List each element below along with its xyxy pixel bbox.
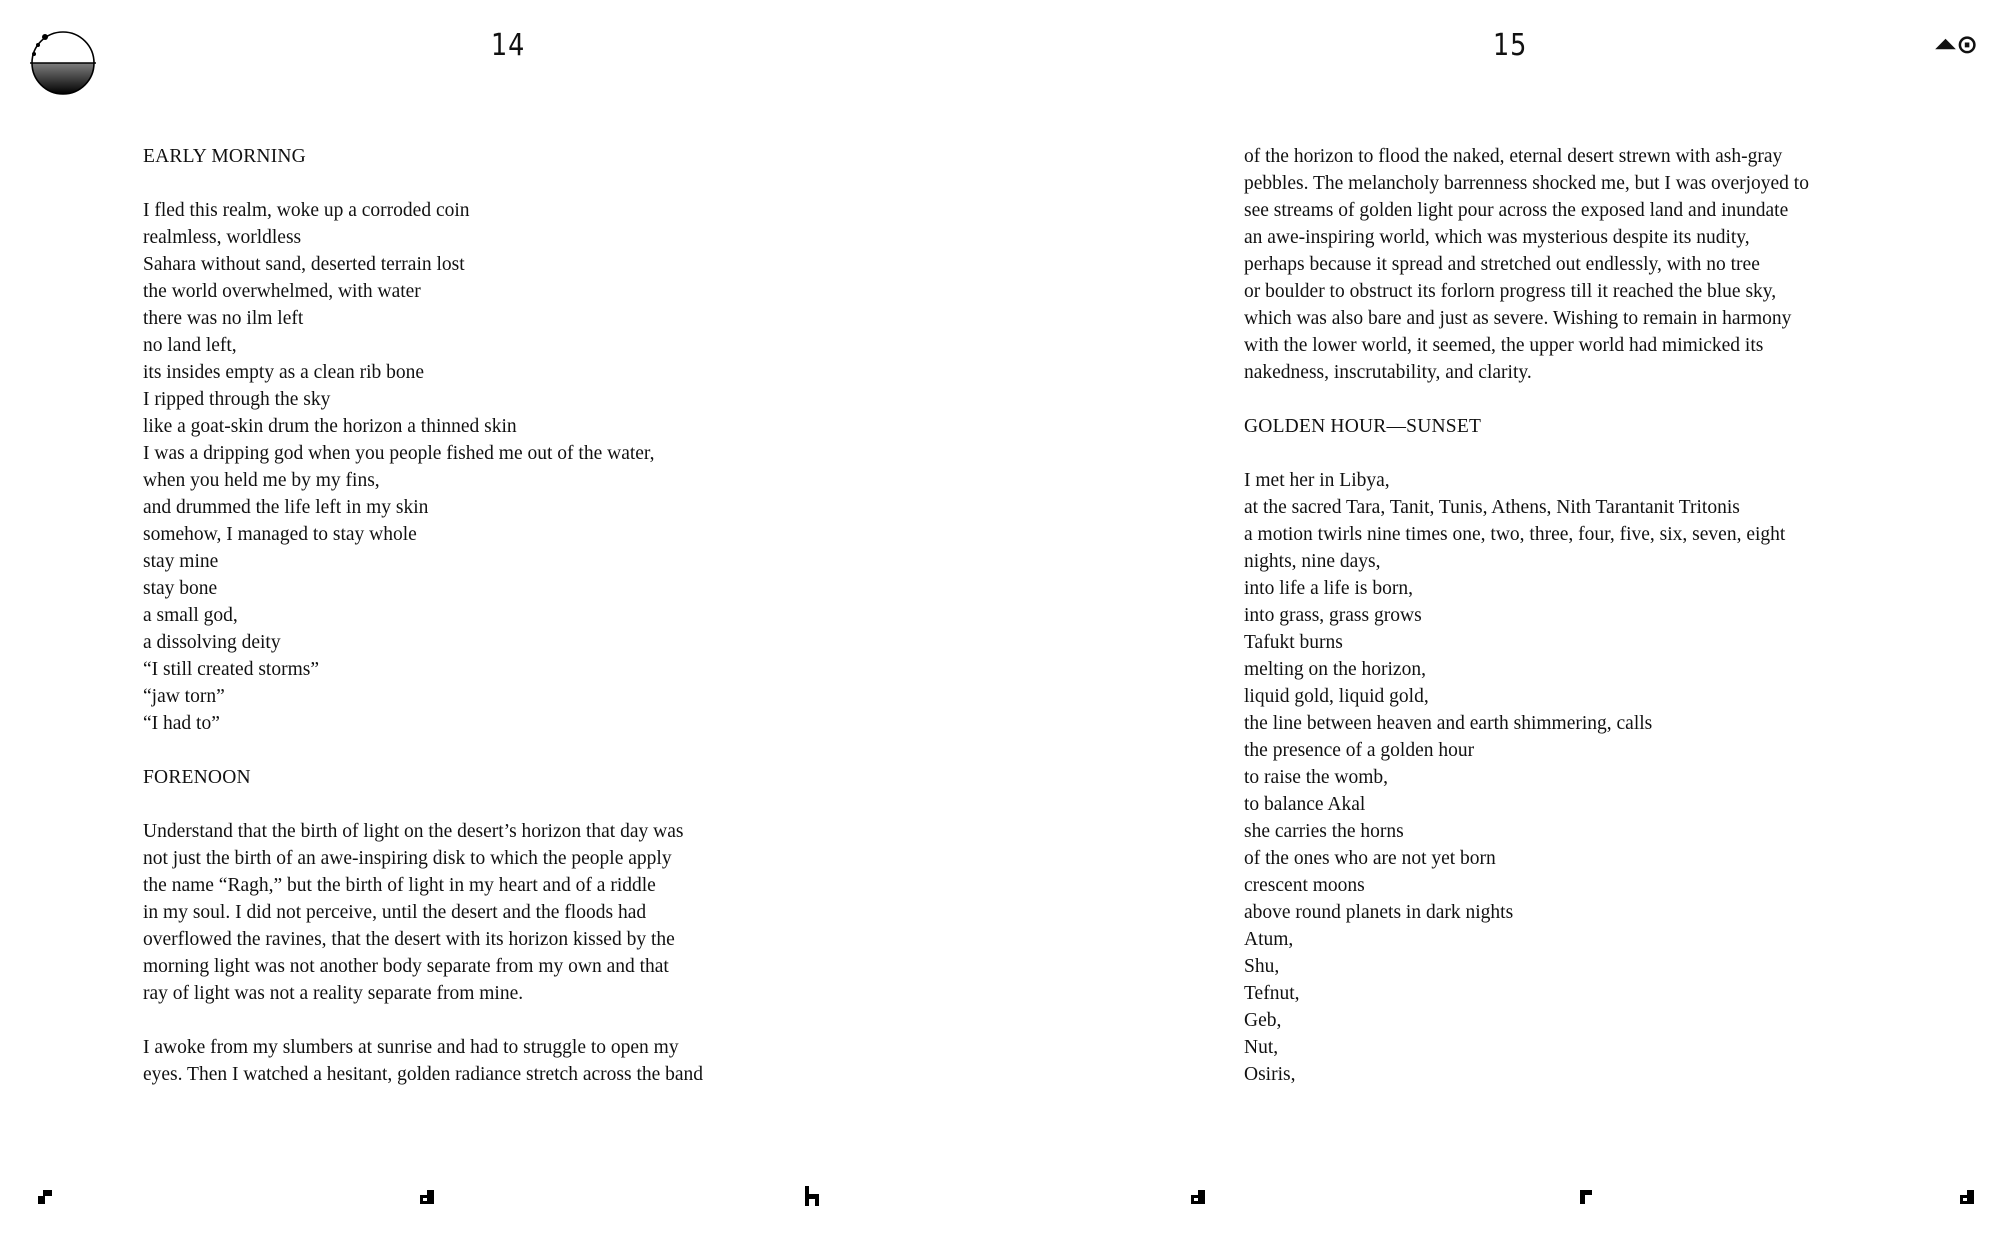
poem-line: to raise the womb,: [1244, 767, 1389, 788]
page-number-left: 14: [491, 28, 526, 63]
poem-line: “I had to”: [143, 713, 220, 734]
poem-line: Sahara without sand, deserted terrain lost: [143, 254, 465, 275]
poem-line: there was no ilm left: [143, 308, 304, 329]
poem-line: the presence of a golden hour: [1244, 740, 1475, 761]
poem-line: she carries the horns: [1244, 821, 1404, 842]
prose-line: not just the birth of an awe-inspiring disk to which the people apply: [143, 848, 672, 869]
poem-line: Geb,: [1244, 1010, 1282, 1031]
poem-line: nights, nine days,: [1244, 551, 1381, 572]
poem-line: above round planets in dark nights: [1244, 902, 1514, 923]
poem-line: of the ones who are not yet born: [1244, 848, 1496, 869]
poem-line: I was a dripping god when you people fished me out of the water,: [143, 443, 655, 464]
prose-line: Understand that the birth of light on the desert’s horizon that day was: [143, 821, 684, 842]
prose-line: nakedness, inscrutability, and clarity.: [1244, 362, 1532, 383]
poem-line: when you held me by my fins,: [143, 470, 380, 491]
footer-mark-icon: [1960, 1190, 1978, 1208]
poem-line: crescent moons: [1244, 875, 1365, 896]
prose-line: in my soul. I did not perceive, until the desert and the floods had: [143, 902, 647, 923]
poem-line: a small god,: [143, 605, 238, 626]
left-page-text: [143, 143, 793, 1088]
poem-line: I met her in Libya,: [1244, 470, 1390, 491]
prose-line: perhaps because it spread and stretched out endlessly, with no tree: [1244, 254, 1760, 275]
right-page-text: [1244, 143, 1904, 1088]
poem-line: Nut,: [1244, 1037, 1279, 1058]
poem-line: realmless, worldless: [143, 227, 302, 248]
poem-line: melting on the horizon,: [1244, 659, 1426, 680]
poem-line: into life a life is born,: [1244, 578, 1413, 599]
poem-line: I ripped through the sky: [143, 389, 331, 410]
poem-line: a motion twirls nine times one, two, three, four, five, six, seven, eight: [1244, 524, 1786, 545]
prose-line: morning light was not another body separate from my own and that: [143, 956, 669, 977]
poem-line: and drummed the life left in my skin: [143, 497, 429, 518]
footer-mark-icon: [1580, 1190, 1598, 1208]
prose-line: overflowed the ravines, that the desert with its horizon kissed by the: [143, 929, 675, 950]
poem-line: “I still created storms”: [143, 659, 319, 680]
prose-line: which was also bare and just as severe. Wishing to remain in harmony: [1244, 308, 1792, 329]
sun-horizon-logo: [30, 30, 96, 96]
poem-line: stay mine: [143, 551, 219, 572]
corner-glyph: ⏶⊙: [1935, 30, 1978, 60]
poem-line: Tafukt burns: [1244, 632, 1343, 653]
prose-line: eyes. Then I watched a hesitant, golden radiance stretch across the band: [143, 1064, 704, 1085]
poem-line: Shu,: [1244, 956, 1280, 977]
poem-line: at the sacred Tara, Tanit, Tunis, Athens, Nith Tarantanit Tritonis: [1244, 497, 1740, 518]
poem-line: the world overwhelmed, with water: [143, 281, 421, 302]
footer-mark-icon: [38, 1190, 56, 1208]
poem-line: the line between heaven and earth shimmering, calls: [1244, 713, 1653, 734]
footer-mark-icon: [420, 1190, 438, 1208]
poem-line: Osiris,: [1244, 1064, 1296, 1085]
poem-line: somehow, I managed to stay whole: [143, 524, 417, 545]
poem-line: into grass, grass grows: [1244, 605, 1422, 626]
prose-line: an awe-inspiring world, which was mysterious despite its nudity,: [1244, 227, 1750, 248]
footer-mark-icon: [1191, 1190, 1209, 1208]
section-heading: GOLDEN HOUR—SUNSET: [1244, 416, 1482, 437]
prose-line: I awoke from my slumbers at sunrise and had to struggle to open my: [143, 1037, 679, 1058]
footer-mark-icon: [805, 1186, 823, 1204]
poem-line: “jaw torn”: [143, 686, 225, 707]
poem-line: its insides empty as a clean rib bone: [143, 362, 425, 383]
section-heading: EARLY MORNING: [143, 146, 306, 167]
prose-line: pebbles. The melancholy barrenness shocked me, but I was overjoyed to: [1244, 173, 1809, 194]
prose-line: the name “Ragh,” but the birth of light in my heart and of a riddle: [143, 875, 656, 896]
poem-line: Tefnut,: [1244, 983, 1300, 1004]
poem-line: I fled this realm, woke up a corroded coin: [143, 200, 470, 221]
prose-line: ray of light was not a reality separate from mine.: [143, 983, 524, 1004]
poem-line: Atum,: [1244, 929, 1294, 950]
poem-line: liquid gold, liquid gold,: [1244, 686, 1429, 707]
poem-line: no land left,: [143, 335, 237, 356]
section-heading: FORENOON: [143, 767, 251, 788]
prose-line: with the lower world, it seemed, the upper world had mimicked its: [1244, 335, 1764, 356]
poem-line: stay bone: [143, 578, 218, 599]
page-number-right: 15: [1493, 28, 1528, 63]
prose-line: see streams of golden light pour across the exposed land and inundate: [1244, 200, 1789, 221]
poem-line: to balance Akal: [1244, 794, 1366, 815]
poem-line: like a goat-skin drum the horizon a thinned skin: [143, 416, 517, 437]
prose-line: or boulder to obstruct its forlorn progress till it reached the blue sky,: [1244, 281, 1777, 302]
poem-line: a dissolving deity: [143, 632, 281, 653]
prose-line: of the horizon to flood the naked, eternal desert strewn with ash-gray: [1244, 146, 1783, 167]
